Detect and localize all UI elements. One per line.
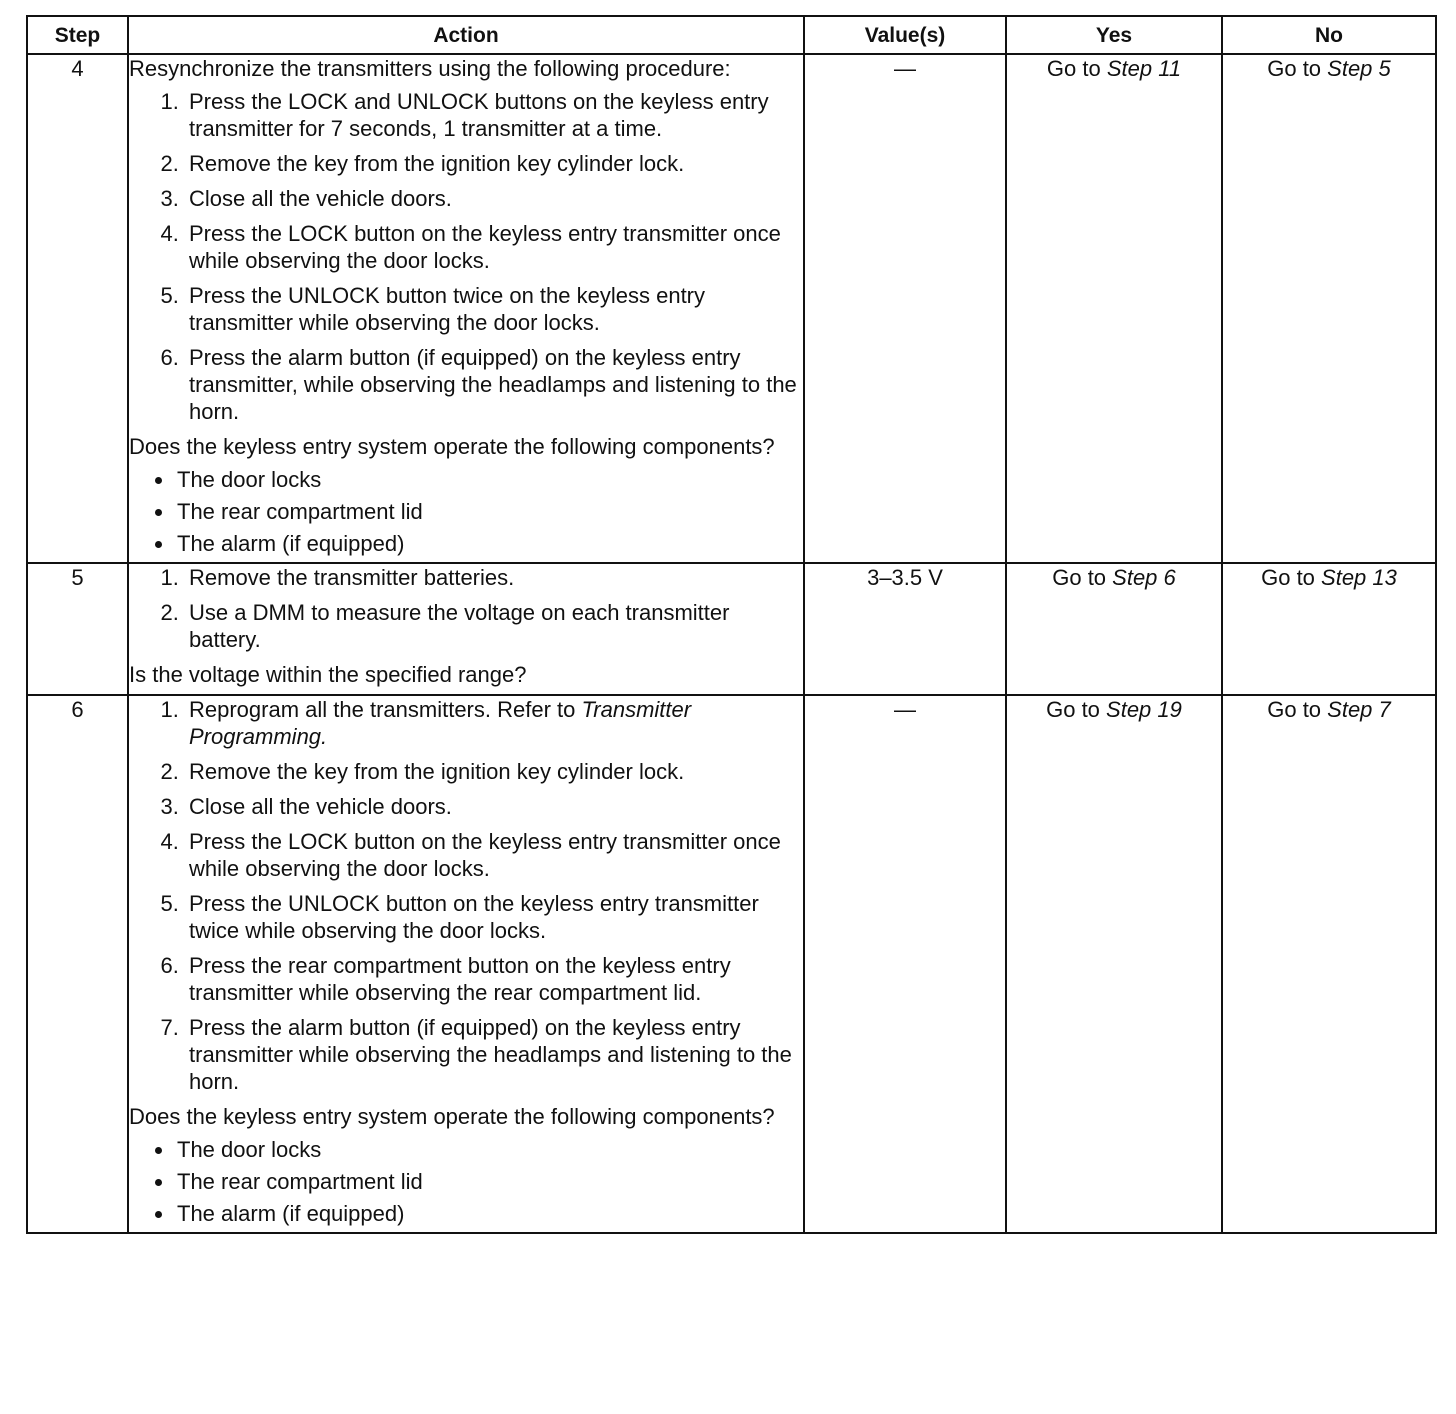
procedure-item: 3. Close all the vehicle doors. — [185, 793, 803, 820]
procedure-item: 6. Press the alarm button (if equipped) on the keyless entry transmitter, while observing the headlamps and listening to the horn. — [185, 344, 803, 425]
procedure-item: 5. Press the UNLOCK button on the keyless entry transmitter twice while observing the door locks. — [185, 890, 803, 944]
no-step-link: Step 13 — [1321, 565, 1397, 590]
step-number: 5 — [27, 563, 128, 695]
action-intro: Resynchronize the transmitters using the following procedure: — [129, 56, 731, 81]
procedure-reference: Transmitter Programming. — [189, 697, 692, 749]
procedure-item: 2. Remove the key from the ignition key cylinder lock. — [185, 758, 803, 785]
action-cell — [128, 695, 804, 1233]
component-item: • The alarm (if equipped) — [175, 530, 803, 557]
no-cell — [1222, 695, 1436, 1233]
header-step: Step — [27, 16, 128, 54]
procedure-list — [129, 88, 803, 425]
yes-step-link: Step 19 — [1106, 697, 1182, 722]
header-values: Value(s) — [804, 16, 1006, 54]
component-item: • The alarm (if equipped) — [175, 1200, 803, 1227]
component-item: • The door locks — [175, 466, 803, 493]
yes-cell — [1006, 695, 1222, 1233]
yes-prefix: Go to — [1046, 697, 1107, 722]
procedure-list — [129, 564, 803, 653]
procedure-list — [129, 696, 803, 1095]
procedure-item: 6. Press the rear compartment button on the keyless entry transmitter while observing the rear compartment lid. — [185, 952, 803, 1006]
value-cell: — — [804, 695, 1006, 1233]
value-cell: — — [804, 54, 1006, 563]
component-item: • The rear compartment lid — [175, 498, 803, 525]
table-row — [27, 695, 1436, 1233]
procedure-item: 7. Press the alarm button (if equipped) on the keyless entry transmitter while observing the headlamps and listening to the horn. — [185, 1014, 803, 1095]
action-cell — [128, 54, 804, 563]
no-prefix: Go to — [1267, 56, 1328, 81]
procedure-item: 1. Remove the transmitter batteries. — [185, 564, 803, 591]
no-step-link: Step 5 — [1327, 56, 1391, 81]
action-question: Is the voltage within the specified range? — [129, 662, 527, 687]
header-yes: Yes — [1006, 16, 1222, 54]
procedure-item: 5. Press the UNLOCK button twice on the keyless entry transmitter while observing the door locks. — [185, 282, 803, 336]
procedure-item: 2. Remove the key from the ignition key cylinder lock. — [185, 150, 803, 177]
table-row — [27, 54, 1436, 563]
action-cell — [128, 563, 804, 695]
diagnostic-table — [26, 15, 1437, 1234]
component-list — [129, 1136, 803, 1227]
header-row — [27, 16, 1436, 54]
procedure-item-text: Reprogram all the transmitters. Refer to — [189, 697, 582, 722]
header-action: Action — [128, 16, 804, 54]
yes-cell — [1006, 563, 1222, 695]
procedure-item: 4. Press the LOCK button on the keyless entry transmitter once while observing the door locks. — [185, 828, 803, 882]
no-cell — [1222, 563, 1436, 695]
procedure-item: 1. Press the LOCK and UNLOCK buttons on the keyless entry transmitter for 7 seconds, 1 transmitter at a time. — [185, 88, 803, 142]
component-item: • The door locks — [175, 1136, 803, 1163]
step-number: 4 — [27, 54, 128, 563]
no-step-link: Step 7 — [1327, 697, 1391, 722]
no-prefix: Go to — [1261, 565, 1322, 590]
action-question: Does the keyless entry system operate the following components? — [129, 1104, 775, 1129]
yes-prefix: Go to — [1052, 565, 1113, 590]
yes-step-link: Step 6 — [1112, 565, 1176, 590]
step-number: 6 — [27, 695, 128, 1233]
procedure-item: 2. Use a DMM to measure the voltage on each transmitter battery. — [185, 599, 803, 653]
action-question: Does the keyless entry system operate the following components? — [129, 434, 775, 459]
no-prefix: Go to — [1267, 697, 1328, 722]
component-list — [129, 466, 803, 557]
yes-step-link: Step 11 — [1106, 56, 1182, 81]
component-item: • The rear compartment lid — [175, 1168, 803, 1195]
header-no: No — [1222, 16, 1436, 54]
table-row — [27, 563, 1436, 695]
value-cell: 3–3.5 V — [804, 563, 1006, 695]
yes-prefix: Go to — [1046, 56, 1107, 81]
procedure-item — [185, 696, 803, 750]
procedure-item: 4. Press the LOCK button on the keyless entry transmitter once while observing the door locks. — [185, 220, 803, 274]
yes-cell — [1006, 54, 1222, 563]
no-cell — [1222, 54, 1436, 563]
procedure-item: 3. Close all the vehicle doors. — [185, 185, 803, 212]
